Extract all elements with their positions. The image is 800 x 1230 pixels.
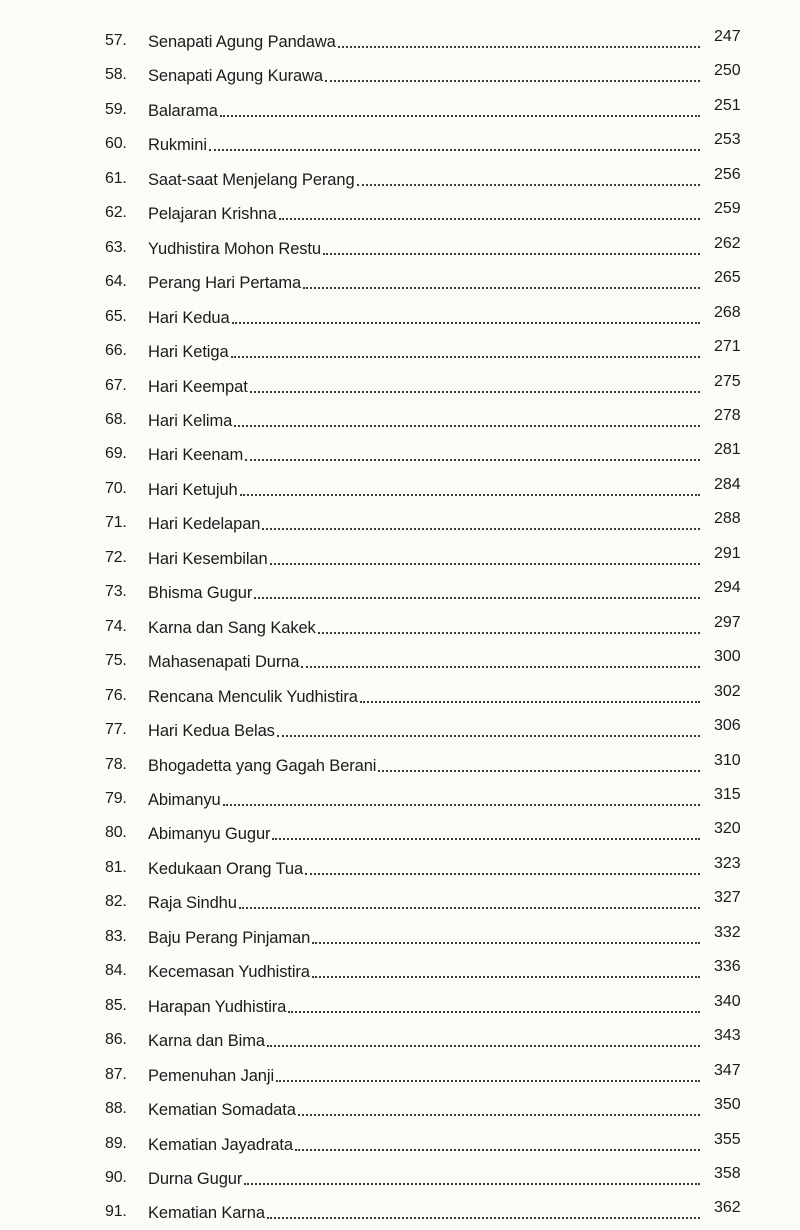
entry-title-line xyxy=(148,816,700,850)
chapter-title: Kecemasan Yudhistira xyxy=(148,963,310,982)
page-number: 327 xyxy=(714,889,741,907)
entry-title-line xyxy=(148,713,700,747)
chapter-title: Pelajaran Krishna xyxy=(148,205,277,224)
chapter-title: Durna Gugur xyxy=(148,1169,243,1188)
chapter-number: 74. xyxy=(105,617,127,635)
toc-entry xyxy=(0,541,800,575)
entry-title-line xyxy=(148,1092,700,1126)
toc-entry xyxy=(0,1195,800,1229)
entry-title-line xyxy=(148,1161,700,1195)
toc-entry xyxy=(0,851,800,885)
page-number: 271 xyxy=(714,338,741,356)
chapter-number: 87. xyxy=(105,1065,127,1083)
page-number: 362 xyxy=(714,1199,741,1217)
entry-title-line xyxy=(148,644,700,678)
chapter-title: Hari Ketujuh xyxy=(148,480,238,499)
page-number: 256 xyxy=(714,165,741,183)
page-number: 297 xyxy=(714,613,741,631)
page-number: 302 xyxy=(714,682,741,700)
toc-entry xyxy=(0,989,800,1023)
page-number: 253 xyxy=(714,131,741,149)
chapter-number: 71. xyxy=(105,514,127,532)
dot-leader xyxy=(267,1045,700,1047)
page-number: 350 xyxy=(714,1096,741,1114)
chapter-number: 64. xyxy=(105,273,127,291)
dot-leader xyxy=(312,976,700,978)
entry-title-line xyxy=(148,954,700,988)
toc-entry xyxy=(0,58,800,92)
dot-leader xyxy=(279,218,700,220)
entry-title-line xyxy=(148,851,700,885)
entry-title-line xyxy=(148,679,700,713)
chapter-number: 83. xyxy=(105,927,127,945)
dot-leader xyxy=(245,459,700,461)
dot-leader xyxy=(231,356,700,358)
entry-title-line xyxy=(148,575,700,609)
toc-entry xyxy=(0,1161,800,1195)
dot-leader xyxy=(220,115,700,117)
chapter-number: 65. xyxy=(105,307,127,325)
toc-entry xyxy=(0,1023,800,1057)
chapter-number: 59. xyxy=(105,100,127,118)
entry-title-line xyxy=(148,506,700,540)
chapter-number: 70. xyxy=(105,479,127,497)
chapter-number: 91. xyxy=(105,1203,127,1221)
chapter-title: Hari Kesembilan xyxy=(148,549,268,568)
dot-leader xyxy=(325,80,700,82)
page-number: 323 xyxy=(714,854,741,872)
dot-leader xyxy=(223,804,700,806)
page-number: 300 xyxy=(714,648,741,666)
chapter-number: 57. xyxy=(105,32,127,49)
chapter-title: Bhisma Gugur xyxy=(148,584,253,603)
toc-entry xyxy=(0,369,800,403)
entry-title-line xyxy=(148,300,700,334)
chapter-title: Senapati Agung Kurawa xyxy=(148,67,323,86)
toc-entry xyxy=(0,713,800,747)
dot-leader xyxy=(303,287,700,289)
chapter-title: Hari Kedelapan xyxy=(148,515,261,534)
page-number: 268 xyxy=(714,303,741,321)
toc-entry xyxy=(0,437,800,471)
entry-title-line xyxy=(148,885,700,919)
chapter-number: 72. xyxy=(105,548,127,566)
chapter-number: 90. xyxy=(105,1168,127,1186)
page-number: 332 xyxy=(714,923,741,941)
chapter-number: 75. xyxy=(105,652,127,670)
chapter-number: 88. xyxy=(105,1100,127,1118)
chapter-number: 79. xyxy=(105,789,127,807)
page-number: 281 xyxy=(714,441,741,459)
toc-entry xyxy=(0,610,800,644)
chapter-title: Karna dan Bima xyxy=(148,1032,265,1051)
dot-leader xyxy=(360,701,700,703)
toc-entry xyxy=(0,748,800,782)
chapter-title: Kematian Somadata xyxy=(148,1101,296,1120)
entry-title-line xyxy=(148,437,700,471)
page-number: 294 xyxy=(714,579,741,597)
toc-entry xyxy=(0,127,800,161)
page-number: 315 xyxy=(714,785,741,803)
toc-entry xyxy=(0,782,800,816)
dot-leader xyxy=(277,735,700,737)
chapter-number: 58. xyxy=(105,66,127,84)
dot-leader xyxy=(272,838,700,840)
dot-leader xyxy=(239,907,700,909)
toc-entry xyxy=(0,265,800,299)
dot-leader xyxy=(295,1149,700,1151)
dot-leader xyxy=(288,1011,700,1013)
entry-title-line xyxy=(148,334,700,368)
dot-leader xyxy=(240,494,700,496)
chapter-number: 78. xyxy=(105,755,127,773)
chapter-title: Baju Perang Pinjaman xyxy=(148,928,311,947)
chapter-number: 77. xyxy=(105,721,127,739)
dot-leader xyxy=(254,597,700,599)
toc-entry xyxy=(0,162,800,196)
chapter-title: Karna dan Sang Kakek xyxy=(148,618,316,637)
page-number: 278 xyxy=(714,406,741,424)
dot-leader xyxy=(267,1217,700,1219)
page-number: 336 xyxy=(714,958,741,976)
entry-title-line xyxy=(148,920,700,954)
chapter-number: 67. xyxy=(105,376,127,394)
page-number: 265 xyxy=(714,269,741,287)
chapter-number: 73. xyxy=(105,583,127,601)
toc-entry xyxy=(0,93,800,127)
page-number: 320 xyxy=(714,820,741,838)
entry-title-line xyxy=(148,1195,700,1229)
page-number: 306 xyxy=(714,717,741,735)
entry-title-line xyxy=(148,265,700,299)
chapter-number: 69. xyxy=(105,445,127,463)
chapter-title: Kedukaan Orang Tua xyxy=(148,859,304,878)
chapter-title: Hari Kedua xyxy=(148,308,230,327)
chapter-number: 60. xyxy=(105,135,127,153)
chapter-number: 85. xyxy=(105,996,127,1014)
chapter-title: Hari Kedua Belas xyxy=(148,722,275,741)
chapter-number: 63. xyxy=(105,238,127,256)
chapter-number: 66. xyxy=(105,342,127,360)
dot-leader xyxy=(378,770,700,772)
dot-leader xyxy=(209,149,700,151)
toc-entry xyxy=(0,403,800,437)
page-number: 251 xyxy=(714,96,741,114)
entry-title-line xyxy=(148,58,700,92)
entry-title-line xyxy=(148,989,700,1023)
toc-entry xyxy=(0,472,800,506)
page-number: 250 xyxy=(714,62,741,80)
toc-entry xyxy=(0,885,800,919)
chapter-number: 62. xyxy=(105,204,127,222)
chapter-number: 80. xyxy=(105,824,127,842)
page-number: 247 xyxy=(714,28,741,45)
chapter-title: Abimanyu xyxy=(148,790,221,809)
chapter-title: Yudhistira Mohon Restu xyxy=(148,239,321,258)
dot-leader xyxy=(301,666,700,668)
page-number: 288 xyxy=(714,510,741,528)
toc-entry xyxy=(0,920,800,954)
dot-leader xyxy=(357,184,700,186)
toc-entry xyxy=(0,954,800,988)
entry-title-line xyxy=(148,541,700,575)
chapter-title: Harapan Yudhistira xyxy=(148,997,287,1016)
page-number: 310 xyxy=(714,751,741,769)
dot-leader xyxy=(276,1080,700,1082)
chapter-title: Hari Keenam xyxy=(148,446,244,465)
dot-leader xyxy=(305,873,700,875)
chapter-title: Mahasenapati Durna xyxy=(148,653,300,672)
chapter-title: Hari Keempat xyxy=(148,377,248,396)
dot-leader xyxy=(323,253,700,255)
chapter-title: Senapati Agung Pandawa xyxy=(148,33,336,51)
chapter-title: Saat-saat Menjelang Perang xyxy=(148,170,355,189)
entry-title-line xyxy=(148,369,700,403)
toc-entry xyxy=(0,24,800,58)
entry-title-line xyxy=(148,403,700,437)
chapter-title: Pemenuhan Janji xyxy=(148,1066,275,1085)
table-of-contents xyxy=(0,24,800,1230)
dot-leader xyxy=(318,632,700,634)
chapter-title: Kematian Jayadrata xyxy=(148,1135,293,1154)
chapter-title: Rukmini xyxy=(148,136,207,155)
dot-leader xyxy=(262,528,700,530)
entry-title-line xyxy=(148,610,700,644)
entry-title-line xyxy=(148,24,700,58)
chapter-title: Abimanyu Gugur xyxy=(148,825,271,844)
chapter-number: 86. xyxy=(105,1031,127,1049)
entry-title-line xyxy=(148,127,700,161)
entry-title-line xyxy=(148,1023,700,1057)
chapter-title: Perang Hari Pertama xyxy=(148,274,302,293)
page-number: 340 xyxy=(714,992,741,1010)
chapter-number: 82. xyxy=(105,893,127,911)
toc-entry xyxy=(0,679,800,713)
entry-title-line xyxy=(148,748,700,782)
chapter-number: 84. xyxy=(105,962,127,980)
toc-entry xyxy=(0,506,800,540)
dot-leader xyxy=(338,46,700,48)
chapter-title: Rencana Menculik Yudhistira xyxy=(148,687,358,706)
chapter-number: 68. xyxy=(105,410,127,428)
page-number: 284 xyxy=(714,475,741,493)
entry-title-line xyxy=(148,196,700,230)
entry-title-line xyxy=(148,782,700,816)
toc-entry xyxy=(0,231,800,265)
page-number: 275 xyxy=(714,372,741,390)
entry-title-line xyxy=(148,472,700,506)
chapter-title: Hari Ketiga xyxy=(148,343,229,362)
toc-entry xyxy=(0,575,800,609)
chapter-title: Hari Kelima xyxy=(148,411,233,430)
dot-leader xyxy=(312,942,700,944)
page-number: 259 xyxy=(714,200,741,218)
chapter-title: Kematian Karna xyxy=(148,1204,265,1223)
entry-title-line xyxy=(148,93,700,127)
page-number: 347 xyxy=(714,1061,741,1079)
dot-leader xyxy=(234,425,700,427)
chapter-number: 61. xyxy=(105,169,127,187)
chapter-number: 81. xyxy=(105,858,127,876)
entry-title-line xyxy=(148,1058,700,1092)
entry-title-line xyxy=(148,1127,700,1161)
chapter-title: Balarama xyxy=(148,101,218,120)
toc-entry xyxy=(0,196,800,230)
page-number: 343 xyxy=(714,1027,741,1045)
entry-title-line xyxy=(148,231,700,265)
chapter-number: 89. xyxy=(105,1134,127,1152)
toc-entry xyxy=(0,334,800,368)
page-number: 355 xyxy=(714,1130,741,1148)
dot-leader xyxy=(298,1114,700,1116)
toc-entry xyxy=(0,1127,800,1161)
toc-entry xyxy=(0,300,800,334)
page-number: 291 xyxy=(714,544,741,562)
toc-entry xyxy=(0,644,800,678)
dot-leader xyxy=(250,391,700,393)
page-number: 262 xyxy=(714,234,741,252)
chapter-title: Bhogadetta yang Gagah Berani xyxy=(148,756,377,775)
toc-entry xyxy=(0,1058,800,1092)
toc-entry xyxy=(0,1092,800,1126)
dot-leader xyxy=(244,1183,700,1185)
page-number: 358 xyxy=(714,1164,741,1182)
dot-leader xyxy=(232,322,700,324)
chapter-title: Raja Sindhu xyxy=(148,894,237,913)
chapter-number: 76. xyxy=(105,686,127,704)
toc-entry xyxy=(0,816,800,850)
dot-leader xyxy=(270,563,700,565)
entry-title-line xyxy=(148,162,700,196)
